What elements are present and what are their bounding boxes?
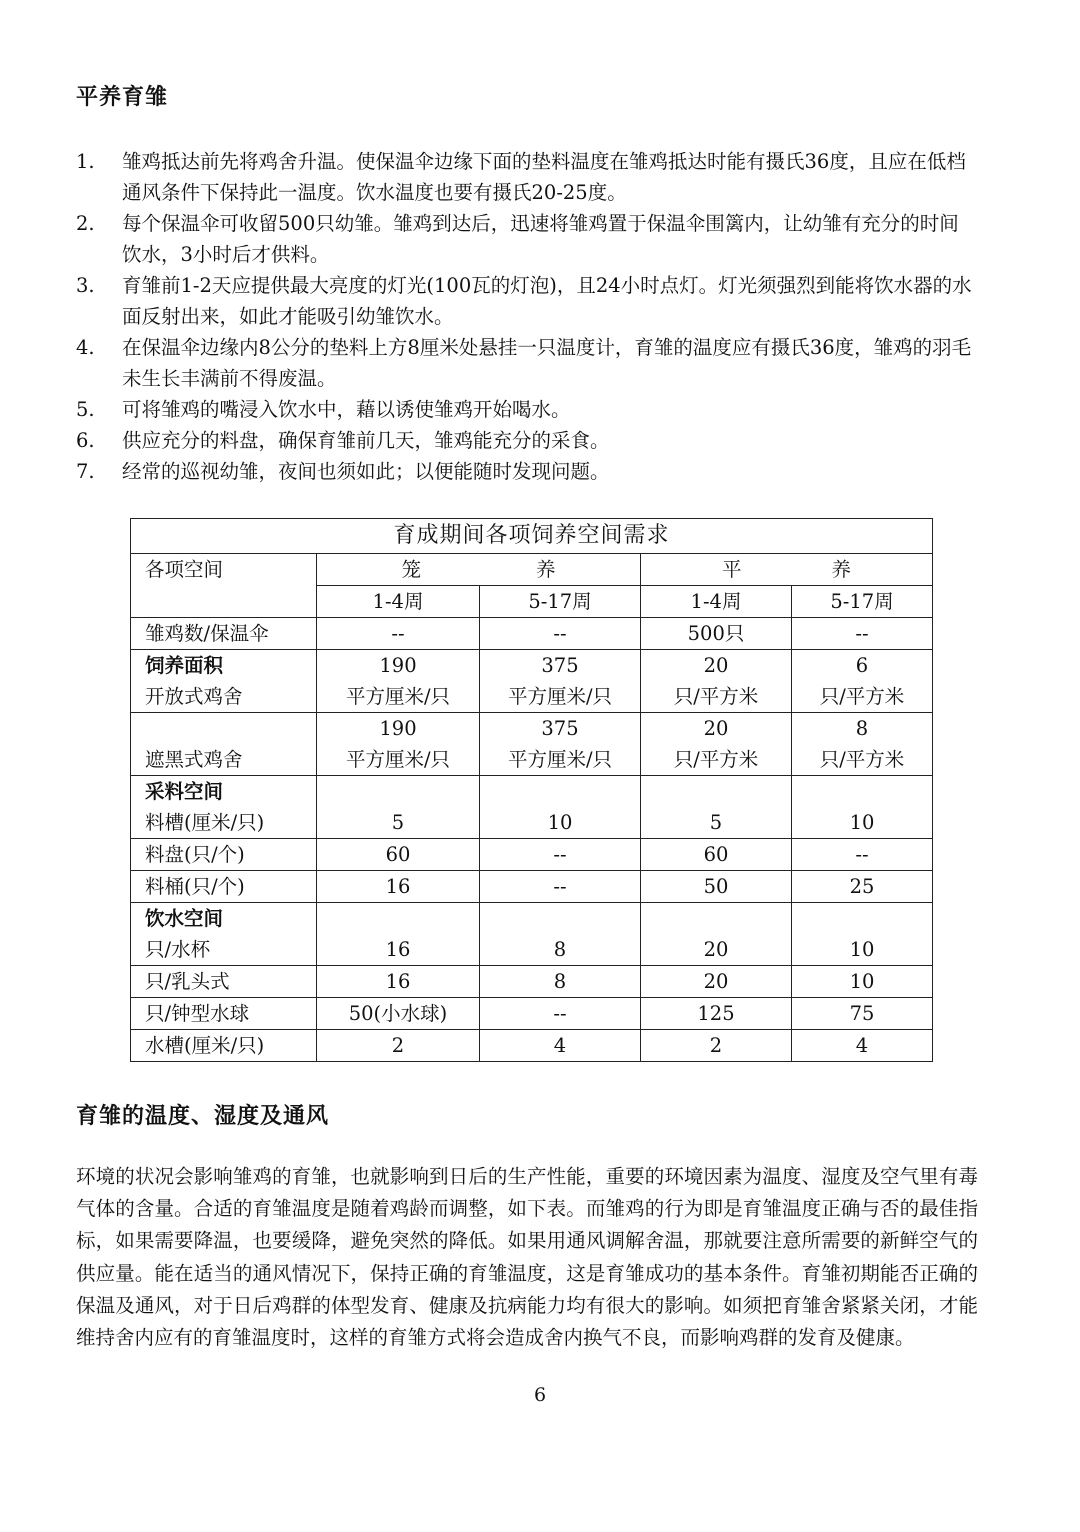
table-cell: 10 — [792, 966, 933, 998]
list-item — [76, 146, 976, 208]
table-cell: 500只 — [641, 618, 792, 650]
group-char: 养 — [536, 558, 556, 581]
group-char: 笼 — [401, 558, 421, 581]
table-cell: 10 — [480, 776, 641, 839]
table-cell: 16 — [317, 966, 480, 998]
table-row — [131, 713, 933, 776]
list-item-text: 在保温伞边缘内8公分的垫料上方8厘米处悬挂一只温度计，育雏的温度应有摄氏36度，雏鸡的羽毛未生长丰满前不得废温。 — [122, 336, 972, 390]
period-header: 5-17周 — [480, 586, 641, 618]
table-caption-row — [131, 519, 933, 554]
table-cell: -- — [317, 618, 480, 650]
table-cell: 60 — [317, 839, 480, 871]
table-cell: 5 — [317, 776, 480, 839]
cell-value: 375 — [541, 717, 579, 740]
table-cell — [641, 650, 792, 713]
table-row — [131, 839, 933, 871]
row-label: 只/乳头式 — [131, 966, 317, 998]
table-cell — [480, 713, 641, 776]
row-label: 只/钟型水球 — [131, 998, 317, 1030]
cell-value: 190 — [379, 654, 417, 677]
page-number: 6 — [533, 1384, 547, 1406]
table-row — [131, 1030, 933, 1062]
list-item-number: 5. — [76, 398, 95, 421]
table-cell: -- — [792, 839, 933, 871]
table-corner-label: 各项空间 — [131, 554, 317, 618]
table-cell: 50 — [641, 871, 792, 903]
feeding-row-label: 料槽(厘米/只) — [145, 811, 265, 834]
table-cell — [792, 713, 933, 776]
list-item-text: 可将雏鸡的嘴浸入饮水中，藉以诱使雏鸡开始喝水。 — [122, 398, 571, 421]
space-requirements-table — [130, 518, 933, 1062]
period-header: 1-4周 — [317, 586, 480, 618]
table-cell: 16 — [317, 903, 480, 966]
section-title-temperature-humidity-ventilation: 育雏的温度、湿度及通风 — [76, 1104, 330, 1129]
table-row — [131, 618, 933, 650]
cell-unit: 平方厘米/只 — [345, 685, 451, 708]
table-cell — [480, 650, 641, 713]
row-label: 遮黑式鸡舍 — [131, 713, 317, 776]
cell-value: 190 — [379, 717, 417, 740]
section-title-floor-brooding: 平养育雏 — [76, 85, 169, 110]
row-label — [131, 650, 317, 713]
list-item-text: 育雏前1-2天应提供最大亮度的灯光(100瓦的灯泡)，且24小时点灯。灯光须强烈到能将饮水器的水面反射出来，如此才能吸引幼雏饮水。 — [122, 274, 972, 328]
table-cell: 125 — [641, 998, 792, 1030]
table-row — [131, 966, 933, 998]
table-cell: 20 — [641, 966, 792, 998]
table-cell: 75 — [792, 998, 933, 1030]
list-item-number: 3. — [76, 274, 95, 297]
list-item — [76, 208, 976, 270]
table-group-header-cage — [317, 554, 641, 586]
table-row — [131, 871, 933, 903]
table-cell: -- — [480, 998, 641, 1030]
cell-value: 20 — [703, 654, 729, 677]
list-item — [76, 456, 976, 487]
cell-unit: 只/平方米 — [673, 685, 759, 708]
table-cell: -- — [480, 618, 641, 650]
table-cell — [641, 713, 792, 776]
table-cell: 4 — [480, 1030, 641, 1062]
cell-unit: 只/平方米 — [819, 748, 905, 771]
table-cell: 10 — [792, 903, 933, 966]
table-cell: -- — [792, 618, 933, 650]
list-item-number: 4. — [76, 336, 95, 359]
list-item-text: 经常的巡视幼雏，夜间也须如此；以便能随时发现问题。 — [122, 460, 610, 483]
table-cell: 4 — [792, 1030, 933, 1062]
water-heading: 饮水空间 — [145, 907, 224, 930]
table-cell: 10 — [792, 776, 933, 839]
cell-unit: 只/平方米 — [673, 748, 759, 771]
cell-unit: 只/平方米 — [819, 685, 905, 708]
table-header-row — [131, 554, 933, 586]
table-cell: 20 — [641, 903, 792, 966]
row-label — [131, 903, 317, 966]
group-char: 养 — [831, 558, 852, 581]
cell-value: 375 — [541, 654, 579, 677]
feeding-heading: 采料空间 — [145, 780, 224, 803]
brooding-steps-list — [76, 146, 976, 487]
table-group-header-floor — [641, 554, 933, 586]
table-row — [131, 776, 933, 839]
row-label: 雏鸡数/保温伞 — [131, 618, 317, 650]
table-cell: -- — [480, 871, 641, 903]
group-char: 平 — [722, 558, 742, 581]
list-item-text: 雏鸡抵达前先将鸡舍升温。使保温伞边缘下面的垫料温度在雏鸡抵达时能有摄氏36度，且应在低档通风条件下保持此一温度。饮水温度也要有摄氏20-25度。 — [122, 150, 966, 204]
row-label: 水槽(厘米/只) — [131, 1030, 317, 1062]
table-cell — [317, 713, 480, 776]
table-cell: 16 — [317, 871, 480, 903]
table-cell: 2 — [641, 1030, 792, 1062]
table-caption: 育成期间各项饲养空间需求 — [131, 519, 933, 554]
table-cell: -- — [480, 839, 641, 871]
list-item — [76, 425, 976, 456]
cell-value: 20 — [703, 717, 729, 740]
table-row — [131, 998, 933, 1030]
row-label: 料桶(只/个) — [131, 871, 317, 903]
table-cell: 8 — [480, 966, 641, 998]
list-item — [76, 332, 976, 394]
list-item-text: 供应充分的料盘，确保育雏前几天，雏鸡能充分的采食。 — [122, 429, 610, 452]
water-row-label: 只/水杯 — [145, 938, 211, 961]
cell-value: 8 — [855, 717, 869, 740]
table-cell — [792, 650, 933, 713]
list-item — [76, 270, 976, 332]
list-item-number: 1. — [76, 150, 95, 173]
list-item — [76, 394, 976, 425]
table-row — [131, 650, 933, 713]
row-label: 料盘(只/个) — [131, 839, 317, 871]
list-item-number: 6. — [76, 429, 95, 452]
body-paragraph: 环境的状况会影响雏鸡的育雏，也就影响到日后的生产性能，重要的环境因素为温度、湿度及空气里有毒气体的含量。合适的育雏温度是随着鸡龄而调整，如下表。而雏鸡的行为即是育雏温度正确与否的最佳指标，如果需要降温，也要缓降，避免突然的降低。如果用通风调解舍温，那就要注意所需要的新鲜空气的供应量。能在适当的通风情况下，保持正确的育雏温度，这是育雏成功的基本条件。育雏初期能否正确的保温及通风，对于日后鸡群的体型发育、健康及抗病能力均有很大的影响。如须把育雏舍紧紧关闭，才能维持舍内应有的育雏温度时，这样的育雏方式将会造成舍内换气不良，而影响鸡群的发育及健康。 — [76, 1165, 978, 1350]
cell-unit: 平方厘米/只 — [507, 748, 613, 771]
cell-value: 6 — [855, 654, 869, 677]
table-cell: 60 — [641, 839, 792, 871]
row-label — [131, 776, 317, 839]
table-cell: 25 — [792, 871, 933, 903]
list-item-number: 7. — [76, 460, 95, 483]
area-heading: 饲养面积 — [145, 654, 224, 677]
period-header: 5-17周 — [792, 586, 933, 618]
table-row — [131, 903, 933, 966]
cell-unit: 平方厘米/只 — [345, 748, 451, 771]
cell-unit: 平方厘米/只 — [507, 685, 613, 708]
open-house-label: 开放式鸡舍 — [145, 685, 243, 708]
table-cell — [317, 650, 480, 713]
list-item-number: 2. — [76, 212, 95, 235]
list-item-text: 每个保温伞可收留500只幼雏。雏鸡到达后，迅速将雏鸡置于保温伞围篱内，让幼雏有充分的时间饮水，3小时后才供料。 — [122, 212, 959, 266]
table-cell: 5 — [641, 776, 792, 839]
table-cell: 50(小水球) — [317, 998, 480, 1030]
period-header: 1-4周 — [641, 586, 792, 618]
table-cell: 2 — [317, 1030, 480, 1062]
table-cell: 8 — [480, 903, 641, 966]
